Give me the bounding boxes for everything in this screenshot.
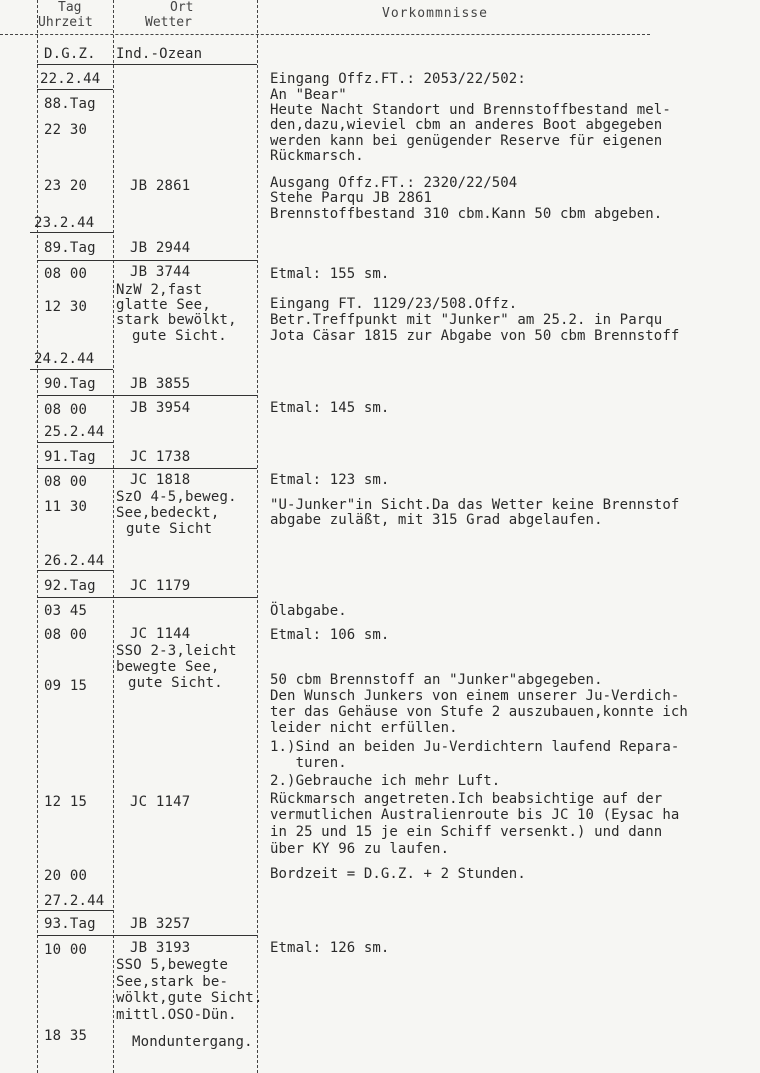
column-divider-left xyxy=(37,0,38,1073)
header-uhrzeit: Uhrzeit xyxy=(38,15,93,30)
weather-line: gute Sicht. xyxy=(132,328,227,344)
event-line: Ausgang Offz.FT.: 2320/22/504 xyxy=(270,175,518,191)
time-cell: 20 00 xyxy=(44,868,88,884)
column-divider-middle xyxy=(113,0,114,1073)
date-heading: 27.2.44 xyxy=(44,893,105,909)
weather-line: See,stark be- xyxy=(116,974,229,990)
place-cell: JB 3193 xyxy=(130,940,191,956)
time-cell: 10 00 xyxy=(44,942,88,958)
date-underline xyxy=(30,232,113,233)
header-vorkommnisse: Vorkommnisse xyxy=(382,6,488,21)
event-line: abgabe zuläßt, mit 315 Grad abgelaufen. xyxy=(270,512,603,528)
event-line: ter das Gehäuse von Stufe 2 auszubauen,konnte ich xyxy=(270,704,688,720)
weather-line: SSO 5,bewegte xyxy=(116,957,229,973)
date-heading: 22.2.44 xyxy=(40,71,101,87)
event-line: vermutlichen Australienroute bis JC 10 (Eysac ha xyxy=(270,807,680,823)
time-cell: 91.Tag xyxy=(44,449,96,465)
time-cell: 08 00 xyxy=(44,266,88,282)
time-cell: 09 15 xyxy=(44,678,88,694)
date-underline xyxy=(30,369,113,370)
place-cell: JC 1179 xyxy=(130,578,191,594)
time-cell: 18 35 xyxy=(44,1028,88,1044)
time-cell: 89.Tag xyxy=(44,240,96,256)
event-line: turen. xyxy=(270,755,347,771)
place-cell: JB 2944 xyxy=(130,240,191,256)
time-cell: 22 30 xyxy=(44,122,88,138)
header-tag: Tag xyxy=(58,0,82,15)
event-line: Etmal: 123 sm. xyxy=(270,472,390,488)
date-heading: 25.2.44 xyxy=(44,424,105,440)
time-cell: 88.Tag xyxy=(44,96,96,112)
date-underline xyxy=(37,910,113,911)
event-line: Jota Cäsar 1815 zur Abgabe von 50 cbm Brennstoff xyxy=(270,328,680,344)
time-cell: 08 00 xyxy=(44,627,88,643)
event-line: "U-Junker"in Sicht.Da das Wetter keine Brennstof xyxy=(270,497,680,513)
weather-line: Monduntergang. xyxy=(132,1034,253,1050)
time-cell: 08 00 xyxy=(44,402,88,418)
event-line: Etmal: 145 sm. xyxy=(270,400,390,416)
row-rule xyxy=(37,597,257,598)
event-line: 50 cbm Brennstoff an "Junker"abgegeben. xyxy=(270,672,603,688)
date-heading: 26.2.44 xyxy=(44,553,105,569)
event-line: Etmal: 155 sm. xyxy=(270,266,390,282)
place-cell: JC 1818 xyxy=(130,472,191,488)
weather-line: bewegte See, xyxy=(116,659,220,675)
place-cell: Ind.-Ozean xyxy=(116,46,203,62)
date-underline xyxy=(37,89,113,90)
row-rule xyxy=(37,64,257,65)
event-line: Eingang Offz.FT.: 2053/22/502: xyxy=(270,71,526,87)
event-line: 1.)Sind an beiden Ju-Verdichtern laufend Repara- xyxy=(270,739,680,755)
row-rule xyxy=(37,395,257,396)
event-line: Stehe Parqu JB 2861 xyxy=(270,190,433,206)
place-cell: JB 3744 xyxy=(130,264,191,280)
weather-line: gute Sicht xyxy=(126,521,213,537)
date-heading: 24.2.44 xyxy=(34,351,95,367)
event-line: Etmal: 106 sm. xyxy=(270,627,390,643)
event-line: Ölabgabe. xyxy=(270,603,347,619)
event-line: Brennstoffbestand 310 cbm.Kann 50 cbm abgeben. xyxy=(270,206,663,222)
event-line: Etmal: 126 sm. xyxy=(270,940,390,956)
place-cell: JB 2861 xyxy=(130,178,191,194)
weather-line: mittl.OSO-Dün. xyxy=(116,1007,237,1023)
header-wetter: Wetter xyxy=(145,15,192,30)
time-cell: 08 00 xyxy=(44,474,88,490)
event-line: 2.)Gebrauche ich mehr Luft. xyxy=(270,773,501,789)
time-cell: 11 30 xyxy=(44,499,88,515)
place-cell: JC 1144 xyxy=(130,626,191,642)
place-cell: JC 1147 xyxy=(130,794,191,810)
weather-line: stark bewölkt, xyxy=(116,312,237,328)
event-line: Den Wunsch Junkers von einem unserer Ju-Verdich- xyxy=(270,688,680,704)
weather-line: wölkt,gute Sicht. xyxy=(116,990,263,1006)
time-cell: D.G.Z. xyxy=(44,46,96,62)
weather-line: NzW 2,fast xyxy=(116,282,203,298)
event-line: Bordzeit = D.G.Z. + 2 Stunden. xyxy=(270,866,526,882)
row-rule xyxy=(37,468,257,469)
event-line: über KY 96 zu laufen. xyxy=(270,841,450,857)
time-cell: 92.Tag xyxy=(44,578,96,594)
place-cell: JB 3257 xyxy=(130,916,191,932)
weather-line: See,bedeckt, xyxy=(116,505,220,521)
time-cell: 03 45 xyxy=(44,603,88,619)
time-cell: 93.Tag xyxy=(44,916,96,932)
header-rule xyxy=(0,34,650,35)
event-line: An "Bear" xyxy=(270,87,347,103)
weather-line: SSO 2-3,leicht xyxy=(116,643,237,659)
weather-line: SzO 4-5,beweg. xyxy=(116,489,237,505)
date-underline xyxy=(37,442,113,443)
weather-line: glatte See, xyxy=(116,297,211,313)
event-line: in 25 und 15 je ein Schiff versenkt.) und dann xyxy=(270,824,663,840)
weather-line: gute Sicht. xyxy=(128,675,223,691)
row-rule xyxy=(37,935,257,936)
column-divider-right xyxy=(257,0,258,1073)
event-line: Betr.Treffpunkt mit "Junker" am 25.2. in Parqu xyxy=(270,312,663,328)
time-cell: 12 15 xyxy=(44,794,88,810)
place-cell: JB 3954 xyxy=(130,400,191,416)
event-line: Rückmarsch. xyxy=(270,148,364,164)
event-line: den,dazu,wieviel cbm an anderes Boot abgegeben xyxy=(270,117,663,133)
time-cell: 90.Tag xyxy=(44,376,96,392)
date-underline xyxy=(37,570,113,571)
date-heading: 23.2.44 xyxy=(34,215,95,231)
time-cell: 12 30 xyxy=(44,299,88,315)
header-ort: Ort xyxy=(170,0,194,15)
time-cell: 23 20 xyxy=(44,178,88,194)
event-line: Heute Nacht Standort und Brennstoffbestand mel- xyxy=(270,102,671,118)
event-line: leider nicht erfüllen. xyxy=(270,720,458,736)
event-line: werden kann bei genügender Reserve für eigenen xyxy=(270,133,663,149)
row-rule xyxy=(37,260,257,261)
event-line: Rückmarsch angetreten.Ich beabsichtige auf der xyxy=(270,791,663,807)
place-cell: JC 1738 xyxy=(130,449,191,465)
place-cell: JB 3855 xyxy=(130,376,191,392)
event-line: Eingang FT. 1129/23/508.Offz. xyxy=(270,296,518,312)
